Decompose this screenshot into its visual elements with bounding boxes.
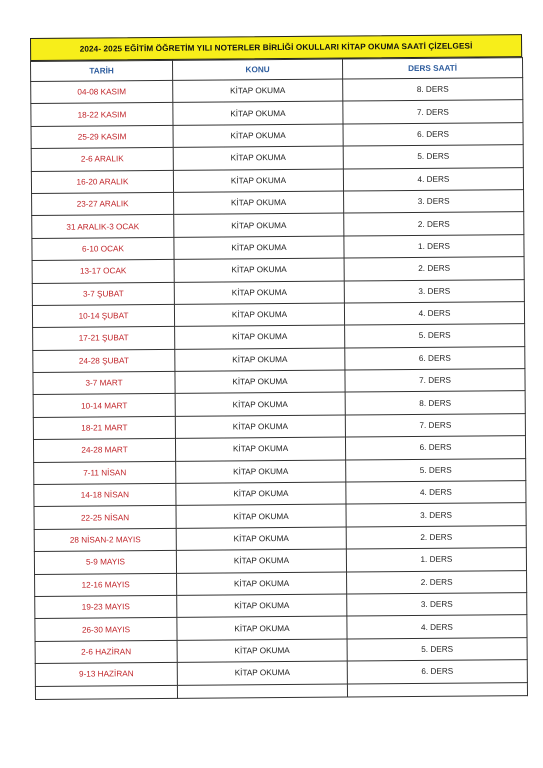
date-cell: 24-28 MART (33, 439, 175, 463)
hour-cell: 7. DERS (345, 413, 525, 437)
empty-cell (347, 682, 527, 696)
empty-cell (35, 685, 177, 699)
hour-cell: 6. DERS (343, 122, 523, 146)
date-cell: 24-28 ŞUBAT (33, 349, 175, 373)
topic-cell: KİTAP OKUMA (173, 146, 343, 170)
date-cell: 10-14 MART (33, 394, 175, 418)
date-cell: 9-13 HAZİRAN (35, 663, 177, 687)
date-cell: 25-29 KASIM (31, 125, 173, 149)
topic-cell: KİTAP OKUMA (176, 460, 346, 484)
topic-cell: KİTAP OKUMA (176, 504, 346, 528)
document-title: 2024- 2025 EĞİTİM ÖĞRETİM YILI NOTERLER BİRLİĞİ OKULLARI KİTAP OKUMA SAATİ ÇİZELGESİ (30, 34, 522, 61)
hour-cell: 5. DERS (346, 458, 526, 482)
hour-cell: 8. DERS (343, 78, 523, 102)
column-header-date: TARİH (31, 60, 173, 81)
topic-cell: KİTAP OKUMA (176, 549, 346, 573)
topic-cell: KİTAP OKUMA (173, 101, 343, 125)
date-cell: 19-23 MAYIS (35, 595, 177, 619)
hour-cell: 7. DERS (343, 100, 523, 124)
hour-cell: 6. DERS (345, 346, 525, 370)
topic-cell: KİTAP OKUMA (174, 258, 344, 282)
topic-cell: KİTAP OKUMA (176, 527, 346, 551)
topic-cell: KİTAP OKUMA (174, 281, 344, 305)
date-cell: 14-18 NİSAN (34, 483, 176, 507)
date-cell: 26-30 MAYIS (35, 618, 177, 642)
hour-cell: 8. DERS (345, 391, 525, 415)
empty-cell (177, 684, 347, 698)
hour-cell: 6. DERS (347, 660, 527, 684)
hour-cell: 6. DERS (345, 436, 525, 460)
hour-cell: 2. DERS (346, 525, 526, 549)
date-cell: 5-9 MAYIS (34, 551, 176, 575)
date-cell: 18-22 KASIM (31, 103, 173, 127)
topic-cell: KİTAP OKUMA (177, 616, 347, 640)
date-cell: 2-6 ARALIK (31, 148, 173, 172)
topic-cell: KİTAP OKUMA (177, 661, 347, 685)
hour-cell: 4. DERS (346, 481, 526, 505)
hour-cell: 4. DERS (347, 615, 527, 639)
column-header-hour: DERS SAATİ (342, 58, 522, 79)
schedule-table (30, 57, 528, 699)
topic-cell: KİTAP OKUMA (177, 572, 347, 596)
hour-cell: 4. DERS (343, 167, 523, 191)
date-cell: 7-11 NİSAN (34, 461, 176, 485)
topic-cell: KİTAP OKUMA (173, 79, 343, 103)
hour-cell: 3. DERS (344, 279, 524, 303)
hour-cell: 2. DERS (344, 257, 524, 281)
topic-cell: KİTAP OKUMA (175, 437, 345, 461)
topic-cell: KİTAP OKUMA (175, 393, 345, 417)
topic-cell: KİTAP OKUMA (174, 213, 344, 237)
hour-cell: 3. DERS (344, 190, 524, 214)
date-cell: 28 NİSAN-2 MAYIS (34, 528, 176, 552)
column-header-topic: KONU (172, 59, 342, 80)
table-body (31, 78, 528, 699)
date-cell: 3-7 ŞUBAT (32, 282, 174, 306)
date-cell: 04-08 KASIM (31, 80, 173, 104)
date-cell: 12-16 MAYIS (35, 573, 177, 597)
topic-cell: KİTAP OKUMA (174, 303, 344, 327)
date-cell: 18-21 MART (33, 416, 175, 440)
topic-cell: KİTAP OKUMA (175, 370, 345, 394)
hour-cell: 1. DERS (346, 548, 526, 572)
topic-cell: KİTAP OKUMA (177, 639, 347, 663)
hour-cell: 7. DERS (345, 369, 525, 393)
topic-cell: KİTAP OKUMA (174, 191, 344, 215)
date-cell: 31 ARALIK-3 OCAK (32, 215, 174, 239)
topic-cell: KİTAP OKUMA (174, 236, 344, 260)
topic-cell: KİTAP OKUMA (175, 415, 345, 439)
topic-cell: KİTAP OKUMA (176, 482, 346, 506)
hour-cell: 4. DERS (344, 302, 524, 326)
hour-cell: 2. DERS (347, 570, 527, 594)
hour-cell: 5. DERS (343, 145, 523, 169)
hour-cell: 3. DERS (347, 593, 527, 617)
date-cell: 2-6 HAZİRAN (35, 640, 177, 664)
hour-cell: 3. DERS (346, 503, 526, 527)
topic-cell: KİTAP OKUMA (173, 169, 343, 193)
date-cell: 16-20 ARALIK (31, 170, 173, 194)
hour-cell: 5. DERS (347, 637, 527, 661)
topic-cell: KİTAP OKUMA (175, 325, 345, 349)
date-cell: 17-21 ŞUBAT (33, 327, 175, 351)
topic-cell: KİTAP OKUMA (175, 348, 345, 372)
empty-row (35, 682, 527, 699)
date-cell: 22-25 NİSAN (34, 506, 176, 530)
topic-cell: KİTAP OKUMA (173, 124, 343, 148)
hour-cell: 1. DERS (344, 234, 524, 258)
date-cell: 3-7 MART (33, 371, 175, 395)
hour-cell: 2. DERS (344, 212, 524, 236)
schedule-sheet (30, 38, 522, 700)
topic-cell: KİTAP OKUMA (177, 594, 347, 618)
date-cell: 6-10 OCAK (32, 237, 174, 261)
date-cell: 23-27 ARALIK (32, 192, 174, 216)
hour-cell: 5. DERS (345, 324, 525, 348)
date-cell: 13-17 OCAK (32, 259, 174, 283)
date-cell: 10-14 ŞUBAT (32, 304, 174, 328)
